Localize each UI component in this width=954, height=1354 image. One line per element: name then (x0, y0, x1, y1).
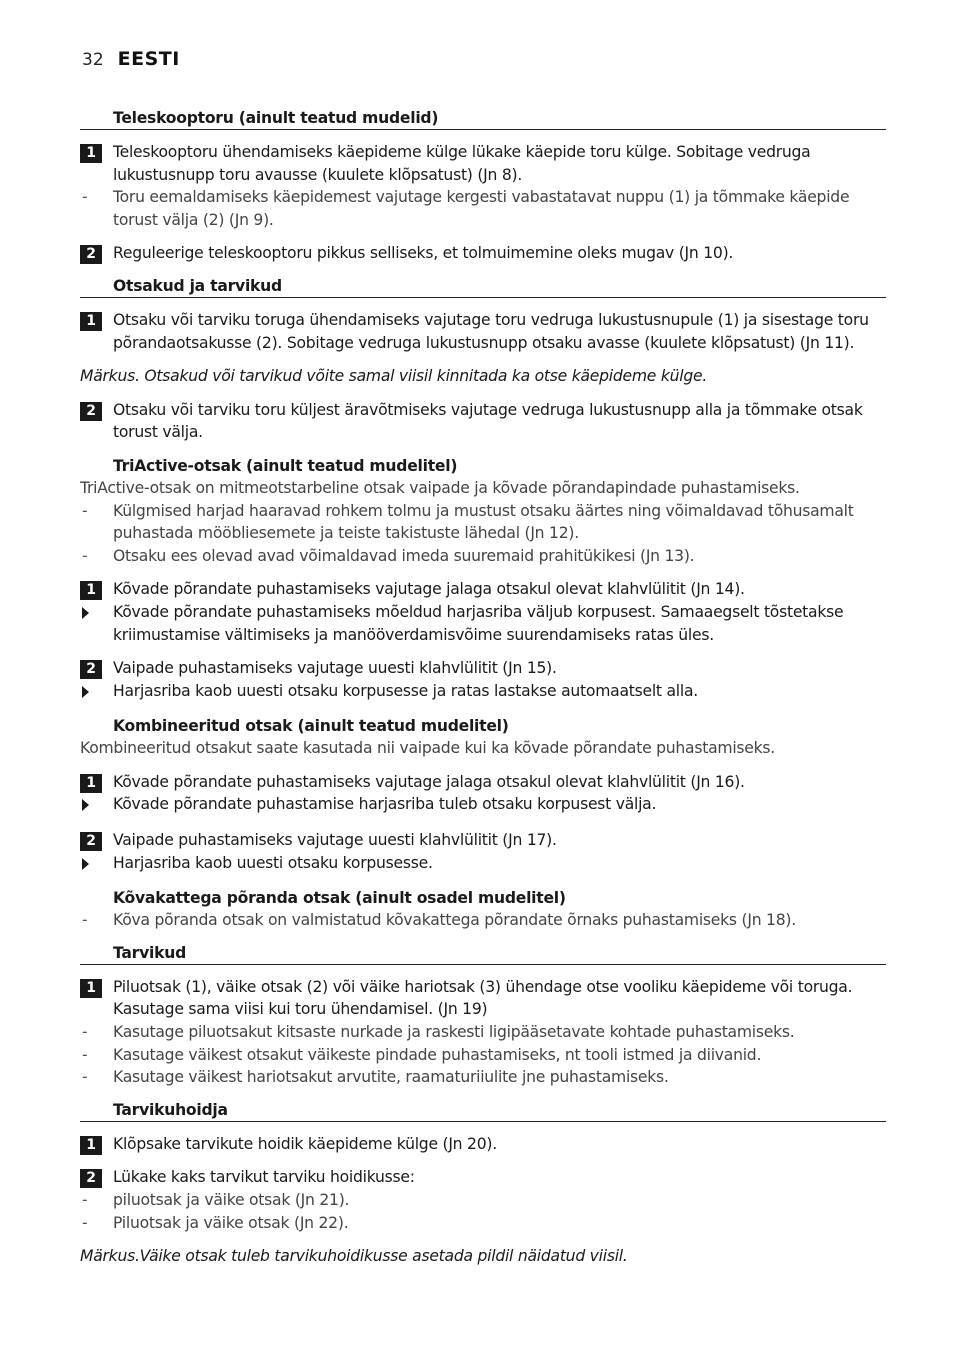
section-intro: TriActive-otsak on mitmeotstarbeline otsak vaipade ja kõvade põrandapindade puhastamiseks. (80, 478, 800, 497)
bullet-text: Külgmised harjad haaravad rohkem tolmu ja mustust otsaku äärtes ning võimaldavad tõhusamalt puhastada mööbliesemete ja teiste takistuste lähedal (Jn 12). (113, 501, 854, 543)
page-content (80, 107, 886, 1268)
dash-marker: - (82, 501, 88, 520)
step-item (80, 141, 886, 186)
result-item (80, 601, 886, 646)
result-item (80, 680, 886, 705)
note-text: Märkus. Otsakud või tarvikud võite samal viisil kinnitada ka otse käepideme külge. (80, 367, 708, 386)
step-number-badge: 2 (80, 832, 102, 851)
bullet-item (80, 909, 886, 932)
bullet-item (80, 186, 886, 231)
result-text: Kõvade põrandate puhastamiseks mõeldud harjasriba väljub korpusest. Samaaegselt tõstetakse kriimustamise vältimiseks ja manööverdamisvõime suurendamiseks ratas üles. (113, 602, 844, 644)
step-text: Lükake kaks tarvikut tarviku hoidikusse: (113, 1168, 415, 1187)
section-intro: Kombineeritud otsakut saate kasutada nii vaipade kui ka kõvade põrandate puhastamiseks. (80, 739, 776, 758)
step-text: Kõvade põrandate puhastamiseks vajutage jalaga otsakul olevat klahvlülitit (Jn 14). (113, 580, 745, 599)
bullet-item (80, 545, 886, 568)
dash-marker: - (82, 1068, 88, 1087)
section-title-accessory-holder: Tarvikuhoidja (80, 1099, 886, 1122)
bullet-item (80, 1021, 886, 1044)
step-item (80, 829, 886, 852)
language-label: EESTI (117, 48, 180, 70)
step-text: Vaipade puhastamiseks vajutage uuesti klahvlülitit (Jn 15). (113, 659, 557, 678)
section-title-accessories: Tarvikud (80, 942, 886, 965)
step-item (80, 657, 886, 680)
bullet-text: Kõva põranda otsak on valmistatud kõvakattega põrandate õrnaks puhastamiseks (Jn 18). (113, 911, 796, 930)
step-number-badge: 1 (80, 581, 102, 600)
step-number-badge: 1 (80, 1136, 102, 1155)
step-item (80, 976, 886, 1021)
step-number-badge: 2 (80, 1169, 102, 1188)
step-number-badge: 1 (80, 979, 102, 998)
dash-marker: - (82, 911, 88, 930)
result-text: Harjasriba kaob uuesti otsaku korpusesse. (113, 853, 433, 872)
page-number: 32 (82, 50, 104, 70)
step-text: Klõpsake tarvikute hoidik käepideme külge (Jn 20). (113, 1134, 497, 1153)
section-title-combined: Kombineeritud otsak (ainult teatud mudelitel) (113, 717, 509, 736)
dash-marker: - (82, 188, 88, 207)
section-title-nozzles: Otsakud ja tarvikud (80, 275, 886, 298)
result-item (80, 793, 886, 818)
bullet-item (80, 1044, 886, 1067)
step-number-badge: 1 (80, 312, 102, 331)
bullet-text: Otsaku ees olevad avad võimaldavad imeda suuremaid prahitükikesi (Jn 13). (113, 546, 695, 565)
step-number-badge: 1 (80, 774, 102, 793)
step-text: Kõvade põrandate puhastamiseks vajutage jalaga otsakul olevat klahvlülitit (Jn 16). (113, 772, 745, 791)
result-text: Kõvade põrandate puhastamise harjasriba tuleb otsaku korpusest välja. (113, 795, 657, 814)
result-arrow-icon (82, 686, 89, 698)
bullet-text: piluotsak ja väike otsak (Jn 21). (113, 1191, 350, 1209)
page-header (82, 48, 180, 74)
bullet-item (80, 1066, 886, 1089)
section-title-triactive: TriActive-otsak (ainult teatud mudelitel) (113, 456, 458, 475)
result-item (80, 852, 886, 877)
step-number-badge: 2 (80, 402, 102, 421)
step-text: Otsaku või tarviku toru küljest äravõtmiseks vajutage vedruga lukustusnupp alla ja tõmmake otsak torust välja. (113, 400, 863, 442)
step-item (80, 309, 886, 354)
step-item (80, 399, 886, 444)
step-text: Reguleerige teleskooptoru pikkus selliseks, et tolmuimemine oleks mugav (Jn 10). (113, 244, 734, 263)
bullet-text: Kasutage väikest otsakut väikeste pindade puhastamiseks, nt tooli istmed ja diivanid. (113, 1045, 762, 1064)
step-number-badge: 2 (80, 245, 102, 264)
result-arrow-icon (82, 799, 89, 811)
step-item (80, 1166, 886, 1189)
bullet-text: Kasutage piluotsakut kitsaste nurkade ja raskesti ligipääsetavate kohtade puhastamiseks. (113, 1023, 795, 1042)
step-item (80, 771, 886, 794)
step-item (80, 578, 886, 601)
section-title-telescopic-tube: Teleskooptoru (ainult teatud mudelid) (80, 107, 886, 130)
step-text: Piluotsak (1), väike otsak (2) või väike hariotsak (3) ühendage otse vooliku käepideme või toruga. Kasutage sama viisi kui toru ühendamisel. (Jn 19) (113, 977, 853, 1019)
step-text: Otsaku või tarviku toruga ühendamiseks vajutage toru vedruga lukustusnupule (1) ja sisestage toru põrandaotsakusse (2). Sobitage vedruga lukustusnupp otsaku avasse (kuulete klõpsatust) (Jn 11). (113, 310, 869, 352)
note-text: Märkus.Väike otsak tuleb tarvikuhoidikusse asetada pildil näidatud viisil. (80, 1247, 628, 1266)
result-arrow-icon (82, 858, 89, 870)
step-text: Vaipade puhastamiseks vajutage uuesti klahvlülitit (Jn 17). (113, 831, 557, 850)
step-number-badge: 1 (80, 144, 102, 163)
step-text: Teleskooptoru ühendamiseks käepideme külge lükake käepide toru külge. Sobitage vedruga lukustusnupp toru avausse (kuulete klõpsatust) (Jn 8). (113, 143, 811, 184)
dash-marker: - (82, 1045, 88, 1064)
bullet-text: Toru eemaldamiseks käepidemest vajutage kergesti vabastatavat nuppu (1) ja tõmmake käepide torust välja (2) (Jn 9). (113, 188, 850, 229)
result-text: Harjasriba kaob uuesti otsaku korpusesse ja ratas lastakse automaatselt alla. (113, 681, 698, 700)
bullet-text: Kasutage väikest hariotsakut arvutite, raamaturiiulite jne puhastamiseks. (113, 1068, 669, 1087)
bullet-item (80, 500, 886, 545)
dash-marker: - (82, 1213, 88, 1232)
section-title-hard-floor: Kõvakattega põranda otsak (ainult osadel mudelitel) (113, 889, 566, 908)
step-item (80, 242, 886, 265)
dash-marker: - (82, 1191, 88, 1209)
bullet-item (80, 1189, 886, 1212)
bullet-item (80, 1212, 886, 1235)
dash-marker: - (82, 1023, 88, 1042)
dash-marker: - (82, 546, 88, 565)
result-arrow-icon (82, 607, 89, 619)
step-item (80, 1133, 886, 1156)
step-number-badge: 2 (80, 660, 102, 679)
bullet-text: Piluotsak ja väike otsak (Jn 22). (113, 1213, 349, 1232)
